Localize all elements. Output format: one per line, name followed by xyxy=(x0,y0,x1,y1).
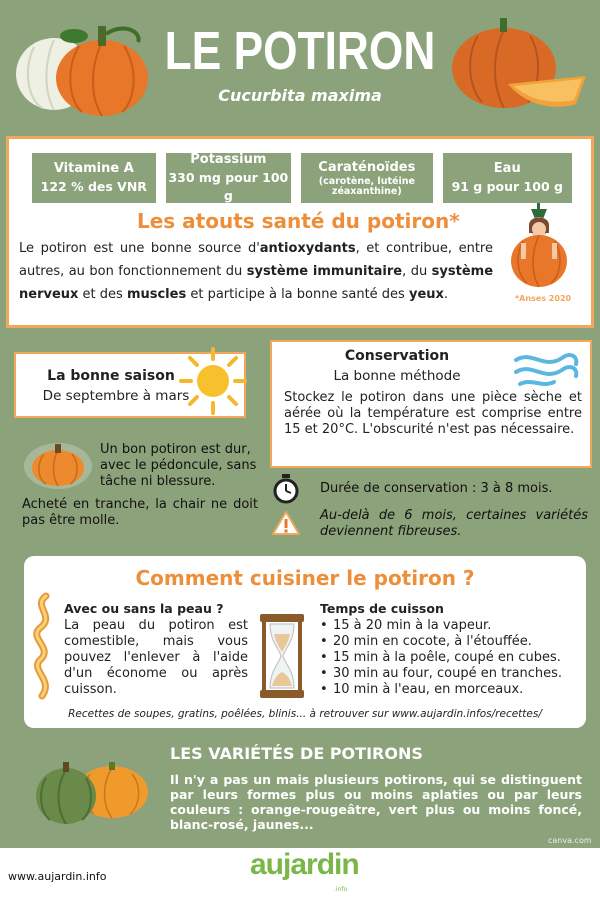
wind-icon xyxy=(512,346,582,390)
peau-title: Avec ou sans la peau ? xyxy=(64,601,224,616)
page-subtitle: Cucurbita maxima xyxy=(218,86,382,105)
saison-tip-2: Acheté en tranche, la chair ne doit pas être molle. xyxy=(22,497,258,528)
atouts-text: Le potiron est une bonne source d'antioxydants, et contribue, entre autres, au bon fonctionnement du système immunitaire, du système nerveux et des muscles et participe à la bonne santé des yeux. xyxy=(19,241,494,302)
list-item: • 15 min à la poêle, coupé en cubes. xyxy=(320,650,582,666)
list-item: • 20 min en cocote, à l'étouffée. xyxy=(320,634,582,650)
atouts-title: Les atouts santé du potiron* xyxy=(137,209,460,233)
source-note: *Anses 2020 xyxy=(515,294,572,303)
brand-logo[interactable]: aujardin xyxy=(250,848,359,881)
peau-text: La peau du potiron est comestible, mais vous pouvez l'enlever à l'aide d'un économe ou après cuisson. xyxy=(64,618,248,697)
warning-icon xyxy=(272,510,300,536)
stat-carotenoides: Caraténoïdes (carotène, lutéine zéaxanthine) xyxy=(301,153,432,203)
temps-title: Temps de cuisson xyxy=(320,601,444,616)
footer xyxy=(0,848,600,900)
timer-icon xyxy=(272,474,300,504)
list-item: • 30 min au four, coupé en tranches. xyxy=(320,666,582,682)
image-credit: canva.com xyxy=(548,836,592,845)
conservation-subtitle: La bonne méthode xyxy=(333,368,461,384)
pumpkin-varieties-icon xyxy=(32,752,150,826)
saison-subtitle: De septembre à mars xyxy=(42,388,190,404)
conservation-text: Stockez le potiron dans une pièce sèche et aérée où la température est comprise entre 15 et 20°C. L'obscurité n'est pas nécessaire. xyxy=(284,390,582,437)
conservation-title: Conservation xyxy=(344,348,450,364)
peel-icon xyxy=(30,592,58,702)
hourglass-icon xyxy=(256,612,308,700)
stat-eau: Eau 91 g pour 100 g xyxy=(443,153,572,203)
stat-vitamine-a: Vitamine A 122 % des VNR xyxy=(32,153,156,203)
girl-pumpkin-icon xyxy=(509,203,569,291)
site-url[interactable]: www.aujardin.info xyxy=(8,870,107,883)
cooking-section xyxy=(24,556,586,728)
pumpkin-slice-icon xyxy=(448,14,588,114)
conservation-duration: Durée de conservation : 3 à 8 mois. xyxy=(320,481,553,496)
varietes-text: Il n'y a pas un mais plusieurs potirons, qui se distinguent par leurs formes plus ou moins aplaties ou par leurs couleurs : orange-rougeâtre, vert plus ou moins foncé, blanc-rosé, jaunes... xyxy=(170,772,582,832)
conservation-box xyxy=(270,340,592,468)
sun-icon xyxy=(178,346,248,416)
recipes-note: Recettes de soupes, gratins, poêlées, blinis... à retrouver sur www.aujardin.infos/recettes/ xyxy=(68,708,542,720)
conservation-warning: Au-delà de 6 mois, certaines variétés deviennent fibreuses. xyxy=(320,508,588,539)
header xyxy=(0,0,600,130)
cooking-title: Comment cuisiner le potiron ? xyxy=(135,566,475,590)
brand-logo-sub: .info xyxy=(334,886,348,893)
pumpkin-icon xyxy=(22,440,94,490)
stat-potassium: Potassium 330 mg pour 100 g xyxy=(166,153,292,203)
cooking-times-list xyxy=(320,618,582,698)
varietes-title: LES VARIÉTÉS DE POTIRONS xyxy=(170,744,423,763)
list-item: • 15 à 20 min à la vapeur. xyxy=(320,618,582,634)
stats-row xyxy=(32,153,572,203)
list-item: • 10 min à l'eau, en morceaux. xyxy=(320,682,582,698)
health-section xyxy=(6,136,594,328)
saison-tip-1: Un bon potiron est dur, avec le pédoncule, sans tâche ni blessure. xyxy=(100,442,257,489)
saison-title: La bonne saison xyxy=(47,368,175,384)
page-title: LE POTIRON xyxy=(164,21,436,81)
